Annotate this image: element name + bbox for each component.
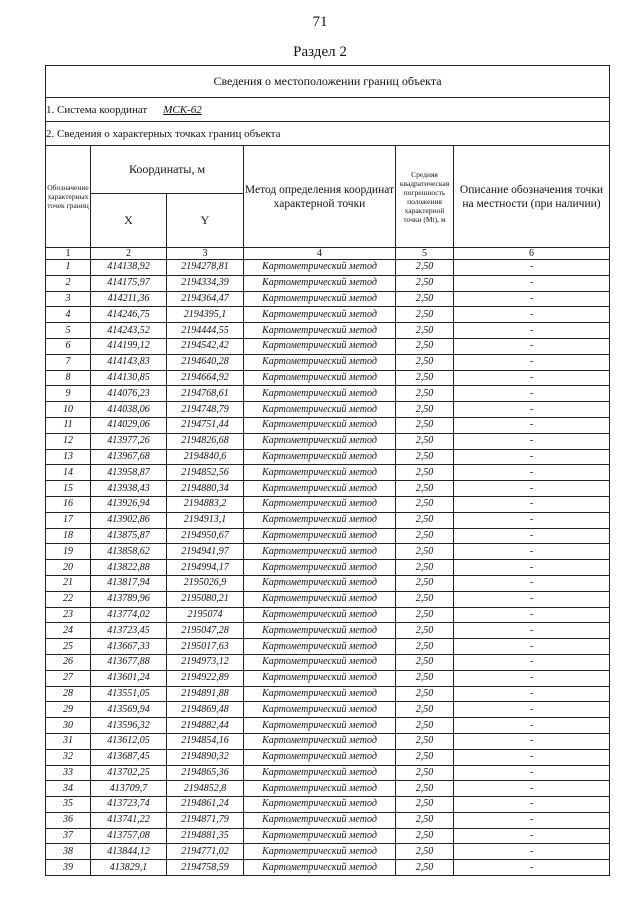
- method-cell: Картометрический метод: [244, 260, 396, 276]
- mt-value-cell: 2,50: [396, 417, 454, 433]
- coord-y-cell: 2194278,81: [167, 260, 244, 276]
- header-point-label: Обозначение характерных точек границ: [46, 146, 91, 248]
- point-number-cell: 26: [46, 654, 91, 670]
- method-cell: Картометрический метод: [244, 749, 396, 765]
- header-coordinates: Координаты, м: [91, 146, 244, 194]
- mt-value-cell: 2,50: [396, 465, 454, 481]
- point-number-cell: 8: [46, 370, 91, 386]
- coord-x-cell: 413569,94: [91, 702, 167, 718]
- mt-value-cell: 2,50: [396, 702, 454, 718]
- description-cell: -: [454, 370, 610, 386]
- coord-x-cell: 413829,1: [91, 860, 167, 876]
- column-number: 4: [244, 248, 396, 260]
- point-number-cell: 11: [46, 417, 91, 433]
- description-cell: -: [454, 260, 610, 276]
- description-cell: -: [454, 449, 610, 465]
- column-number: 3: [167, 248, 244, 260]
- description-cell: -: [454, 591, 610, 607]
- point-number-cell: 2: [46, 275, 91, 291]
- point-number-cell: 33: [46, 765, 91, 781]
- point-number-cell: 10: [46, 402, 91, 418]
- mt-value-cell: 2,50: [396, 733, 454, 749]
- method-cell: Картометрический метод: [244, 307, 396, 323]
- method-cell: Картометрический метод: [244, 765, 396, 781]
- description-cell: -: [454, 702, 610, 718]
- coord-x-cell: 413967,68: [91, 449, 167, 465]
- coord-y-cell: 2194664,92: [167, 370, 244, 386]
- coord-x-cell: 413774,02: [91, 607, 167, 623]
- description-cell: -: [454, 386, 610, 402]
- mt-value-cell: 2,50: [396, 433, 454, 449]
- point-number-cell: 13: [46, 449, 91, 465]
- mt-value-cell: 2,50: [396, 575, 454, 591]
- method-cell: Картометрический метод: [244, 623, 396, 639]
- method-cell: Картометрический метод: [244, 370, 396, 386]
- description-cell: -: [454, 433, 610, 449]
- table-row: [46, 417, 610, 433]
- mt-value-cell: 2,50: [396, 591, 454, 607]
- method-cell: Картометрический метод: [244, 512, 396, 528]
- coord-y-cell: 2194973,12: [167, 654, 244, 670]
- coord-x-cell: 413551,05: [91, 686, 167, 702]
- coord-y-cell: 2194364,47: [167, 291, 244, 307]
- mt-value-cell: 2,50: [396, 291, 454, 307]
- point-number-cell: 21: [46, 575, 91, 591]
- mt-value-cell: 2,50: [396, 797, 454, 813]
- coord-x-cell: 413677,88: [91, 654, 167, 670]
- description-cell: -: [454, 354, 610, 370]
- coord-y-cell: 2194542,42: [167, 338, 244, 354]
- table-row: [46, 686, 610, 702]
- description-cell: -: [454, 496, 610, 512]
- coord-x-cell: 413958,87: [91, 465, 167, 481]
- point-number-cell: 24: [46, 623, 91, 639]
- point-number-cell: 23: [46, 607, 91, 623]
- coord-y-cell: 2194852,56: [167, 465, 244, 481]
- description-cell: -: [454, 781, 610, 797]
- description-cell: -: [454, 765, 610, 781]
- point-number-cell: 27: [46, 670, 91, 686]
- table-row: [46, 512, 610, 528]
- point-number-cell: 12: [46, 433, 91, 449]
- coord-y-cell: 2194871,79: [167, 812, 244, 828]
- coord-x-cell: 414038,06: [91, 402, 167, 418]
- coord-x-cell: 414211,36: [91, 291, 167, 307]
- table-row: [46, 496, 610, 512]
- table-row: [46, 702, 610, 718]
- mt-value-cell: 2,50: [396, 781, 454, 797]
- table-row: [46, 828, 610, 844]
- coord-y-cell: 2194865,36: [167, 765, 244, 781]
- coord-y-cell: 2194840,6: [167, 449, 244, 465]
- method-cell: Картометрический метод: [244, 733, 396, 749]
- method-cell: Картометрический метод: [244, 560, 396, 576]
- method-cell: Картометрический метод: [244, 607, 396, 623]
- method-cell: Картометрический метод: [244, 654, 396, 670]
- description-cell: -: [454, 275, 610, 291]
- point-number-cell: 25: [46, 639, 91, 655]
- column-number: 2: [91, 248, 167, 260]
- method-cell: Картометрический метод: [244, 844, 396, 860]
- method-cell: Картометрический метод: [244, 449, 396, 465]
- page-number: 71: [312, 14, 328, 30]
- table-row: [46, 623, 610, 639]
- coord-y-cell: 2195026,9: [167, 575, 244, 591]
- coord-y-cell: 2194922,89: [167, 670, 244, 686]
- mt-value-cell: 2,50: [396, 386, 454, 402]
- point-number-cell: 22: [46, 591, 91, 607]
- coord-x-cell: 413858,62: [91, 544, 167, 560]
- coord-y-cell: 2194941,97: [167, 544, 244, 560]
- coord-x-cell: 413709,7: [91, 781, 167, 797]
- description-cell: -: [454, 639, 610, 655]
- point-number-cell: 30: [46, 718, 91, 734]
- method-cell: Картометрический метод: [244, 275, 396, 291]
- points-section-label: 2. Сведения о характерных точках границ объекта: [46, 122, 610, 146]
- table-row: [46, 591, 610, 607]
- mt-value-cell: 2,50: [396, 623, 454, 639]
- header-description: Описание обозначения точки на местности (при наличии): [454, 146, 610, 248]
- table-row: [46, 386, 610, 402]
- point-number-cell: 9: [46, 386, 91, 402]
- table-row: [46, 749, 610, 765]
- point-number-cell: 28: [46, 686, 91, 702]
- mt-value-cell: 2,50: [396, 765, 454, 781]
- table-row: [46, 670, 610, 686]
- mt-value-cell: 2,50: [396, 512, 454, 528]
- point-number-cell: 17: [46, 512, 91, 528]
- coord-system-row: [46, 98, 610, 122]
- point-number-cell: 39: [46, 860, 91, 876]
- table-row: [46, 338, 610, 354]
- description-cell: -: [454, 623, 610, 639]
- header-x: X: [91, 194, 167, 248]
- mt-value-cell: 2,50: [396, 496, 454, 512]
- table-row: [46, 733, 610, 749]
- method-cell: Картометрический метод: [244, 828, 396, 844]
- table-row: [46, 639, 610, 655]
- mt-value-cell: 2,50: [396, 607, 454, 623]
- description-cell: -: [454, 749, 610, 765]
- coord-y-cell: 2194881,35: [167, 828, 244, 844]
- method-cell: Картометрический метод: [244, 417, 396, 433]
- table-row: [46, 844, 610, 860]
- coord-y-cell: 2194826,68: [167, 433, 244, 449]
- method-cell: Картометрический метод: [244, 575, 396, 591]
- table-row: [46, 323, 610, 339]
- method-cell: Картометрический метод: [244, 402, 396, 418]
- coord-x-cell: 413687,45: [91, 749, 167, 765]
- description-cell: -: [454, 481, 610, 497]
- coord-x-cell: 413667,33: [91, 639, 167, 655]
- coord-y-cell: 2194883,2: [167, 496, 244, 512]
- mt-value-cell: 2,50: [396, 812, 454, 828]
- table-row: [46, 797, 610, 813]
- mt-value-cell: 2,50: [396, 354, 454, 370]
- coord-x-cell: 414246,75: [91, 307, 167, 323]
- coord-x-cell: 414143,83: [91, 354, 167, 370]
- coord-y-cell: 2195080,21: [167, 591, 244, 607]
- mt-value-cell: 2,50: [396, 749, 454, 765]
- mt-value-cell: 2,50: [396, 481, 454, 497]
- coord-y-cell: 2194334,39: [167, 275, 244, 291]
- coord-y-cell: 2194869,48: [167, 702, 244, 718]
- coord-x-cell: 414029,06: [91, 417, 167, 433]
- point-number-cell: 38: [46, 844, 91, 860]
- description-cell: -: [454, 860, 610, 876]
- table-row: [46, 765, 610, 781]
- mt-value-cell: 2,50: [396, 718, 454, 734]
- method-cell: Картометрический метод: [244, 338, 396, 354]
- table-row: [46, 275, 610, 291]
- point-number-cell: 3: [46, 291, 91, 307]
- mt-value-cell: 2,50: [396, 402, 454, 418]
- coord-x-cell: 413789,96: [91, 591, 167, 607]
- point-number-cell: 36: [46, 812, 91, 828]
- point-number-cell: 15: [46, 481, 91, 497]
- coord-y-cell: 2194861,24: [167, 797, 244, 813]
- coord-x-cell: 414243,52: [91, 323, 167, 339]
- coord-x-cell: 414138,92: [91, 260, 167, 276]
- coord-x-cell: 413612,05: [91, 733, 167, 749]
- header-mt: Средняя квадратическая погрешность положения характерной точки (Mt), м: [396, 146, 454, 248]
- mt-value-cell: 2,50: [396, 544, 454, 560]
- coord-x-cell: 414175,97: [91, 275, 167, 291]
- coord-x-cell: 413596,32: [91, 718, 167, 734]
- method-cell: Картометрический метод: [244, 639, 396, 655]
- coord-y-cell: 2194913,1: [167, 512, 244, 528]
- description-cell: -: [454, 844, 610, 860]
- point-number-cell: 5: [46, 323, 91, 339]
- method-cell: Картометрический метод: [244, 354, 396, 370]
- coord-x-cell: 413977,26: [91, 433, 167, 449]
- description-cell: -: [454, 402, 610, 418]
- point-number-cell: 14: [46, 465, 91, 481]
- coord-x-cell: 414130,85: [91, 370, 167, 386]
- table-row: [46, 402, 610, 418]
- coord-y-cell: 2194395,1: [167, 307, 244, 323]
- description-cell: -: [454, 338, 610, 354]
- description-cell: -: [454, 560, 610, 576]
- table-row: [46, 528, 610, 544]
- header-method: Метод определения координат характерной точки: [244, 146, 396, 248]
- description-cell: -: [454, 654, 610, 670]
- table-title: Сведения о местоположении границ объекта: [46, 66, 610, 98]
- table-row: [46, 354, 610, 370]
- coord-x-cell: 413822,88: [91, 560, 167, 576]
- coord-x-cell: 413902,86: [91, 512, 167, 528]
- mt-value-cell: 2,50: [396, 307, 454, 323]
- point-number-cell: 32: [46, 749, 91, 765]
- point-number-cell: 18: [46, 528, 91, 544]
- coord-x-cell: 413601,24: [91, 670, 167, 686]
- description-cell: -: [454, 670, 610, 686]
- method-cell: Картометрический метод: [244, 670, 396, 686]
- method-cell: Картометрический метод: [244, 528, 396, 544]
- table-row: [46, 812, 610, 828]
- method-cell: Картометрический метод: [244, 386, 396, 402]
- column-number: 6: [454, 248, 610, 260]
- method-cell: Картометрический метод: [244, 465, 396, 481]
- coord-y-cell: 2194444,55: [167, 323, 244, 339]
- coord-y-cell: 2194640,28: [167, 354, 244, 370]
- coord-system-value: МСК-62: [163, 103, 202, 116]
- coord-x-cell: 413817,94: [91, 575, 167, 591]
- coord-y-cell: 2194748,79: [167, 402, 244, 418]
- point-number-cell: 19: [46, 544, 91, 560]
- coord-y-cell: 2194771,02: [167, 844, 244, 860]
- method-cell: Картометрический метод: [244, 481, 396, 497]
- coord-y-cell: 2194994,17: [167, 560, 244, 576]
- coord-x-cell: 414199,12: [91, 338, 167, 354]
- coord-y-cell: 2195074: [167, 607, 244, 623]
- point-number-cell: 31: [46, 733, 91, 749]
- table-row: [46, 481, 610, 497]
- description-cell: -: [454, 528, 610, 544]
- coord-y-cell: 2194890,32: [167, 749, 244, 765]
- coord-system-label: 1. Система координат: [46, 103, 148, 116]
- description-cell: -: [454, 465, 610, 481]
- method-cell: Картометрический метод: [244, 686, 396, 702]
- point-number-cell: 1: [46, 260, 91, 276]
- point-number-cell: 6: [46, 338, 91, 354]
- coord-y-cell: 2194751,44: [167, 417, 244, 433]
- coord-x-cell: 413926,94: [91, 496, 167, 512]
- mt-value-cell: 2,50: [396, 323, 454, 339]
- description-cell: -: [454, 575, 610, 591]
- mt-value-cell: 2,50: [396, 828, 454, 844]
- column-numbers-row: [46, 248, 610, 260]
- header-y: Y: [167, 194, 244, 248]
- description-cell: -: [454, 323, 610, 339]
- table-row: [46, 370, 610, 386]
- mt-value-cell: 2,50: [396, 639, 454, 655]
- description-cell: -: [454, 291, 610, 307]
- coord-x-cell: 413844,12: [91, 844, 167, 860]
- mt-value-cell: 2,50: [396, 370, 454, 386]
- mt-value-cell: 2,50: [396, 686, 454, 702]
- point-number-cell: 16: [46, 496, 91, 512]
- column-number: 1: [46, 248, 91, 260]
- description-cell: -: [454, 718, 610, 734]
- coord-y-cell: 2194768,61: [167, 386, 244, 402]
- coord-y-cell: 2195047,28: [167, 623, 244, 639]
- boundary-points-table: [45, 65, 610, 876]
- mt-value-cell: 2,50: [396, 449, 454, 465]
- table-row: [46, 433, 610, 449]
- method-cell: Картометрический метод: [244, 323, 396, 339]
- table-row: [46, 607, 610, 623]
- method-cell: Картометрический метод: [244, 812, 396, 828]
- method-cell: Картометрический метод: [244, 433, 396, 449]
- mt-value-cell: 2,50: [396, 338, 454, 354]
- method-cell: Картометрический метод: [244, 544, 396, 560]
- mt-value-cell: 2,50: [396, 275, 454, 291]
- method-cell: Картометрический метод: [244, 797, 396, 813]
- mt-value-cell: 2,50: [396, 860, 454, 876]
- point-number-cell: 37: [46, 828, 91, 844]
- description-cell: -: [454, 812, 610, 828]
- coord-y-cell: 2194854,16: [167, 733, 244, 749]
- table-row: [46, 307, 610, 323]
- description-cell: -: [454, 797, 610, 813]
- method-cell: Картометрический метод: [244, 781, 396, 797]
- coord-x-cell: 413741,22: [91, 812, 167, 828]
- description-cell: -: [454, 307, 610, 323]
- table-row: [46, 575, 610, 591]
- coord-y-cell: 2194758,59: [167, 860, 244, 876]
- coord-y-cell: 2194891,88: [167, 686, 244, 702]
- method-cell: Картометрический метод: [244, 718, 396, 734]
- description-cell: -: [454, 512, 610, 528]
- mt-value-cell: 2,50: [396, 654, 454, 670]
- mt-value-cell: 2,50: [396, 670, 454, 686]
- coord-x-cell: 413875,87: [91, 528, 167, 544]
- table-row: [46, 449, 610, 465]
- coord-x-cell: 413702,25: [91, 765, 167, 781]
- coord-y-cell: 2194852,8: [167, 781, 244, 797]
- table-row: [46, 260, 610, 276]
- method-cell: Картометрический метод: [244, 860, 396, 876]
- coord-x-cell: 413723,74: [91, 797, 167, 813]
- point-number-cell: 4: [46, 307, 91, 323]
- table-row: [46, 781, 610, 797]
- point-number-cell: 7: [46, 354, 91, 370]
- table-row: [46, 654, 610, 670]
- point-number-cell: 35: [46, 797, 91, 813]
- section-title: Раздел 2: [293, 44, 347, 60]
- description-cell: -: [454, 607, 610, 623]
- point-number-cell: 34: [46, 781, 91, 797]
- point-number-cell: 29: [46, 702, 91, 718]
- coord-x-cell: 413723,45: [91, 623, 167, 639]
- description-cell: -: [454, 544, 610, 560]
- method-cell: Картометрический метод: [244, 591, 396, 607]
- coord-y-cell: 2194880,34: [167, 481, 244, 497]
- column-number: 5: [396, 248, 454, 260]
- coord-y-cell: 2194950,67: [167, 528, 244, 544]
- method-cell: Картометрический метод: [244, 496, 396, 512]
- table-row: [46, 291, 610, 307]
- mt-value-cell: 2,50: [396, 528, 454, 544]
- description-cell: -: [454, 733, 610, 749]
- coord-x-cell: 413938,43: [91, 481, 167, 497]
- table-row: [46, 544, 610, 560]
- mt-value-cell: 2,50: [396, 844, 454, 860]
- table-row: [46, 718, 610, 734]
- method-cell: Картометрический метод: [244, 291, 396, 307]
- description-cell: -: [454, 828, 610, 844]
- coord-y-cell: 2194882,44: [167, 718, 244, 734]
- coord-x-cell: 414076,23: [91, 386, 167, 402]
- mt-value-cell: 2,50: [396, 260, 454, 276]
- coord-x-cell: 413757,08: [91, 828, 167, 844]
- table-row: [46, 465, 610, 481]
- description-cell: -: [454, 686, 610, 702]
- mt-value-cell: 2,50: [396, 560, 454, 576]
- table-row: [46, 560, 610, 576]
- coord-y-cell: 2195017,63: [167, 639, 244, 655]
- table-row: [46, 860, 610, 876]
- point-number-cell: 20: [46, 560, 91, 576]
- method-cell: Картометрический метод: [244, 702, 396, 718]
- description-cell: -: [454, 417, 610, 433]
